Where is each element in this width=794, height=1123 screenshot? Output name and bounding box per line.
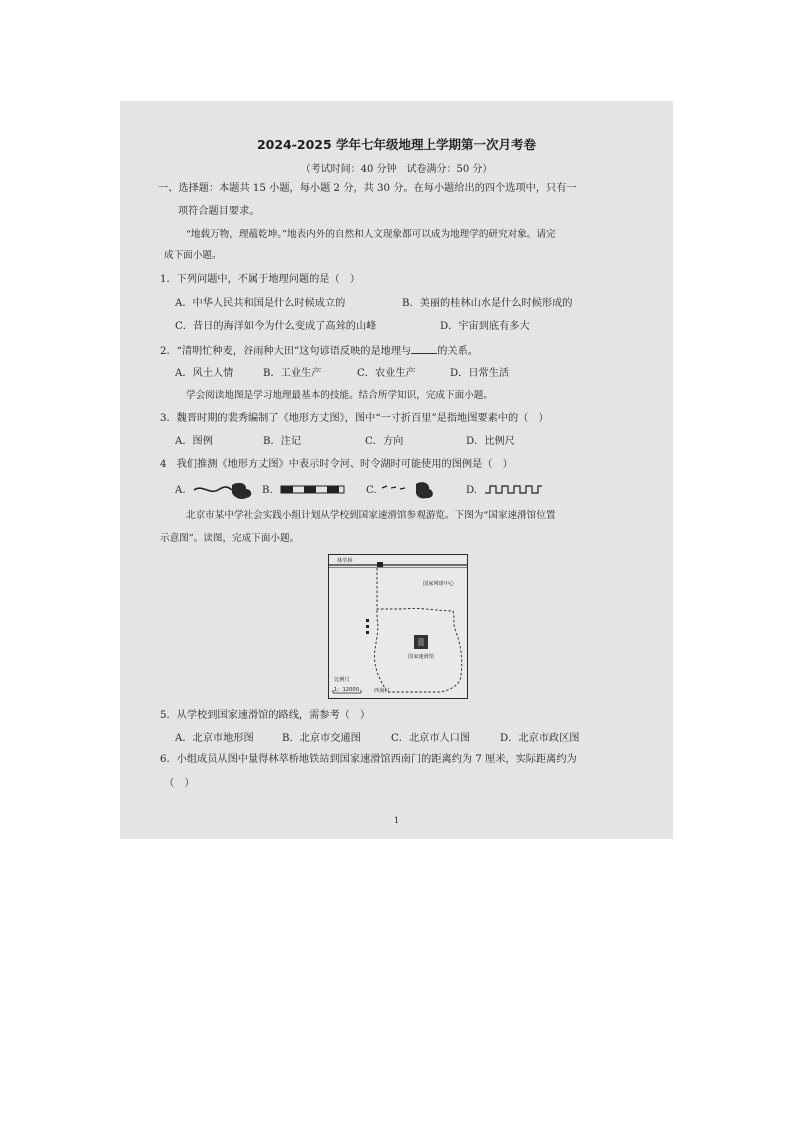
exam-page (120, 101, 673, 839)
page-number: 1 (393, 816, 400, 825)
section-heading: 一、选择题：本题共 15 小题，每小题 2 分，共 30 分。在每小题给出的四个选项中，只有一 (158, 183, 577, 194)
question-6-stem: 6．小组成员从图中量得林萃桥地铁站到国家速滑馆西南门的距离约为 7 厘米，实际距离约为 (160, 754, 577, 765)
question-3-option-a: A．图例 (175, 436, 213, 447)
map-scale-value: 1：12000 (334, 687, 359, 693)
question-5-stem: 5．从学校到国家速滑馆的路线，需参考（ ） (160, 710, 371, 721)
question-2-stem-end: 的关系。 (437, 346, 478, 357)
question-4-stem: 4 我们推测《地形方丈图》中表示时令河、时令湖时可能使用的图例是（ ） (160, 459, 513, 470)
question-1-option-c: C．昔日的海洋如今为什么变成了高耸的山峰 (175, 321, 377, 332)
question-3-option-b: B．注记 (263, 436, 302, 447)
question-6-stem-cont: （ ） (164, 778, 195, 789)
question-5-option-b: B．北京市交通图 (282, 733, 361, 744)
exam-title: 2024-2025 学年七年级地理上学期第一次月考卷 (256, 137, 537, 152)
question-1-option-a: A．中华人民共和国是什么时候成立的 (175, 298, 346, 309)
question-4-option-c: C. (366, 485, 377, 496)
passage-2: 学会阅读地图是学习地理最基本的技能。结合所学知识，完成下面小题。 (186, 390, 493, 401)
section-heading-cont: 项符合题目要求。 (178, 206, 260, 217)
passage-3: 北京市某中学社会实践小组计划从学校到国家速滑馆参观游览。下图为“国家速滑馆位置 (186, 510, 556, 521)
question-4-option-b: B. (262, 485, 273, 496)
question-2-option-d: D．日常生活 (450, 368, 510, 379)
question-3-option-c: C．方向 (365, 436, 404, 447)
question-1-option-d: D．宇宙到底有多大 (440, 321, 530, 332)
question-1-stem: 1．下列问题中，不属于地理问题的是（ ） (160, 274, 361, 285)
map-label-station: 林萃桥 (337, 558, 353, 564)
question-4-option-d: D. (466, 485, 478, 496)
question-2-stem-text: 2．“清明忙种麦，谷雨种大田”这句谚语反映的是地理与 (160, 346, 412, 357)
wall-symbol-icon (484, 483, 544, 497)
passage-1: “地载万物，理蕴乾坤。”地表内外的自然和人文现象都可以成为地理学的研究对象。请完 (186, 229, 556, 240)
question-2-option-b: B．工业生产 (263, 368, 322, 379)
map-label-venue: 国家速滑馆 (408, 654, 434, 660)
answer-blank (411, 344, 437, 354)
exam-subtitle: （考试时间：40 分钟 试卷满分：50 分） (300, 164, 493, 175)
question-5-option-d: D．北京市政区图 (500, 733, 580, 744)
passage-1-cont: 成下面小题。 (164, 250, 222, 261)
question-1-option-b: B．美丽的桂林山水是什么时候形成的 (402, 298, 573, 309)
question-3-stem: 3．魏晋时期的裴秀编制了《地形方丈图》，图中“一寸折百里”是指地图要素中的（ ） (160, 413, 549, 424)
river-lake-symbol-icon (192, 479, 262, 501)
map-scale-label: 比例尺 (334, 677, 350, 683)
question-5-option-c: C．北京市人口图 (391, 733, 471, 744)
map-label-gate: 西南门 (374, 688, 390, 694)
question-2-option-a: A．风土人情 (175, 368, 234, 379)
passage-3-cont: 示意图”。读图，完成下面小题。 (160, 533, 300, 544)
railway-symbol-icon (280, 484, 346, 496)
seasonal-lake-symbol-icon (380, 479, 440, 501)
venue-location-map (328, 554, 468, 699)
question-2-stem (160, 344, 478, 359)
question-3-option-d: D．比例尺 (466, 436, 515, 447)
map-label-tennis-center: 国家网球中心 (423, 581, 455, 587)
question-2-option-c: C．农业生产 (357, 368, 416, 379)
question-4-option-a: A. (175, 485, 186, 496)
question-5-option-a: A．北京市地形图 (175, 733, 254, 744)
